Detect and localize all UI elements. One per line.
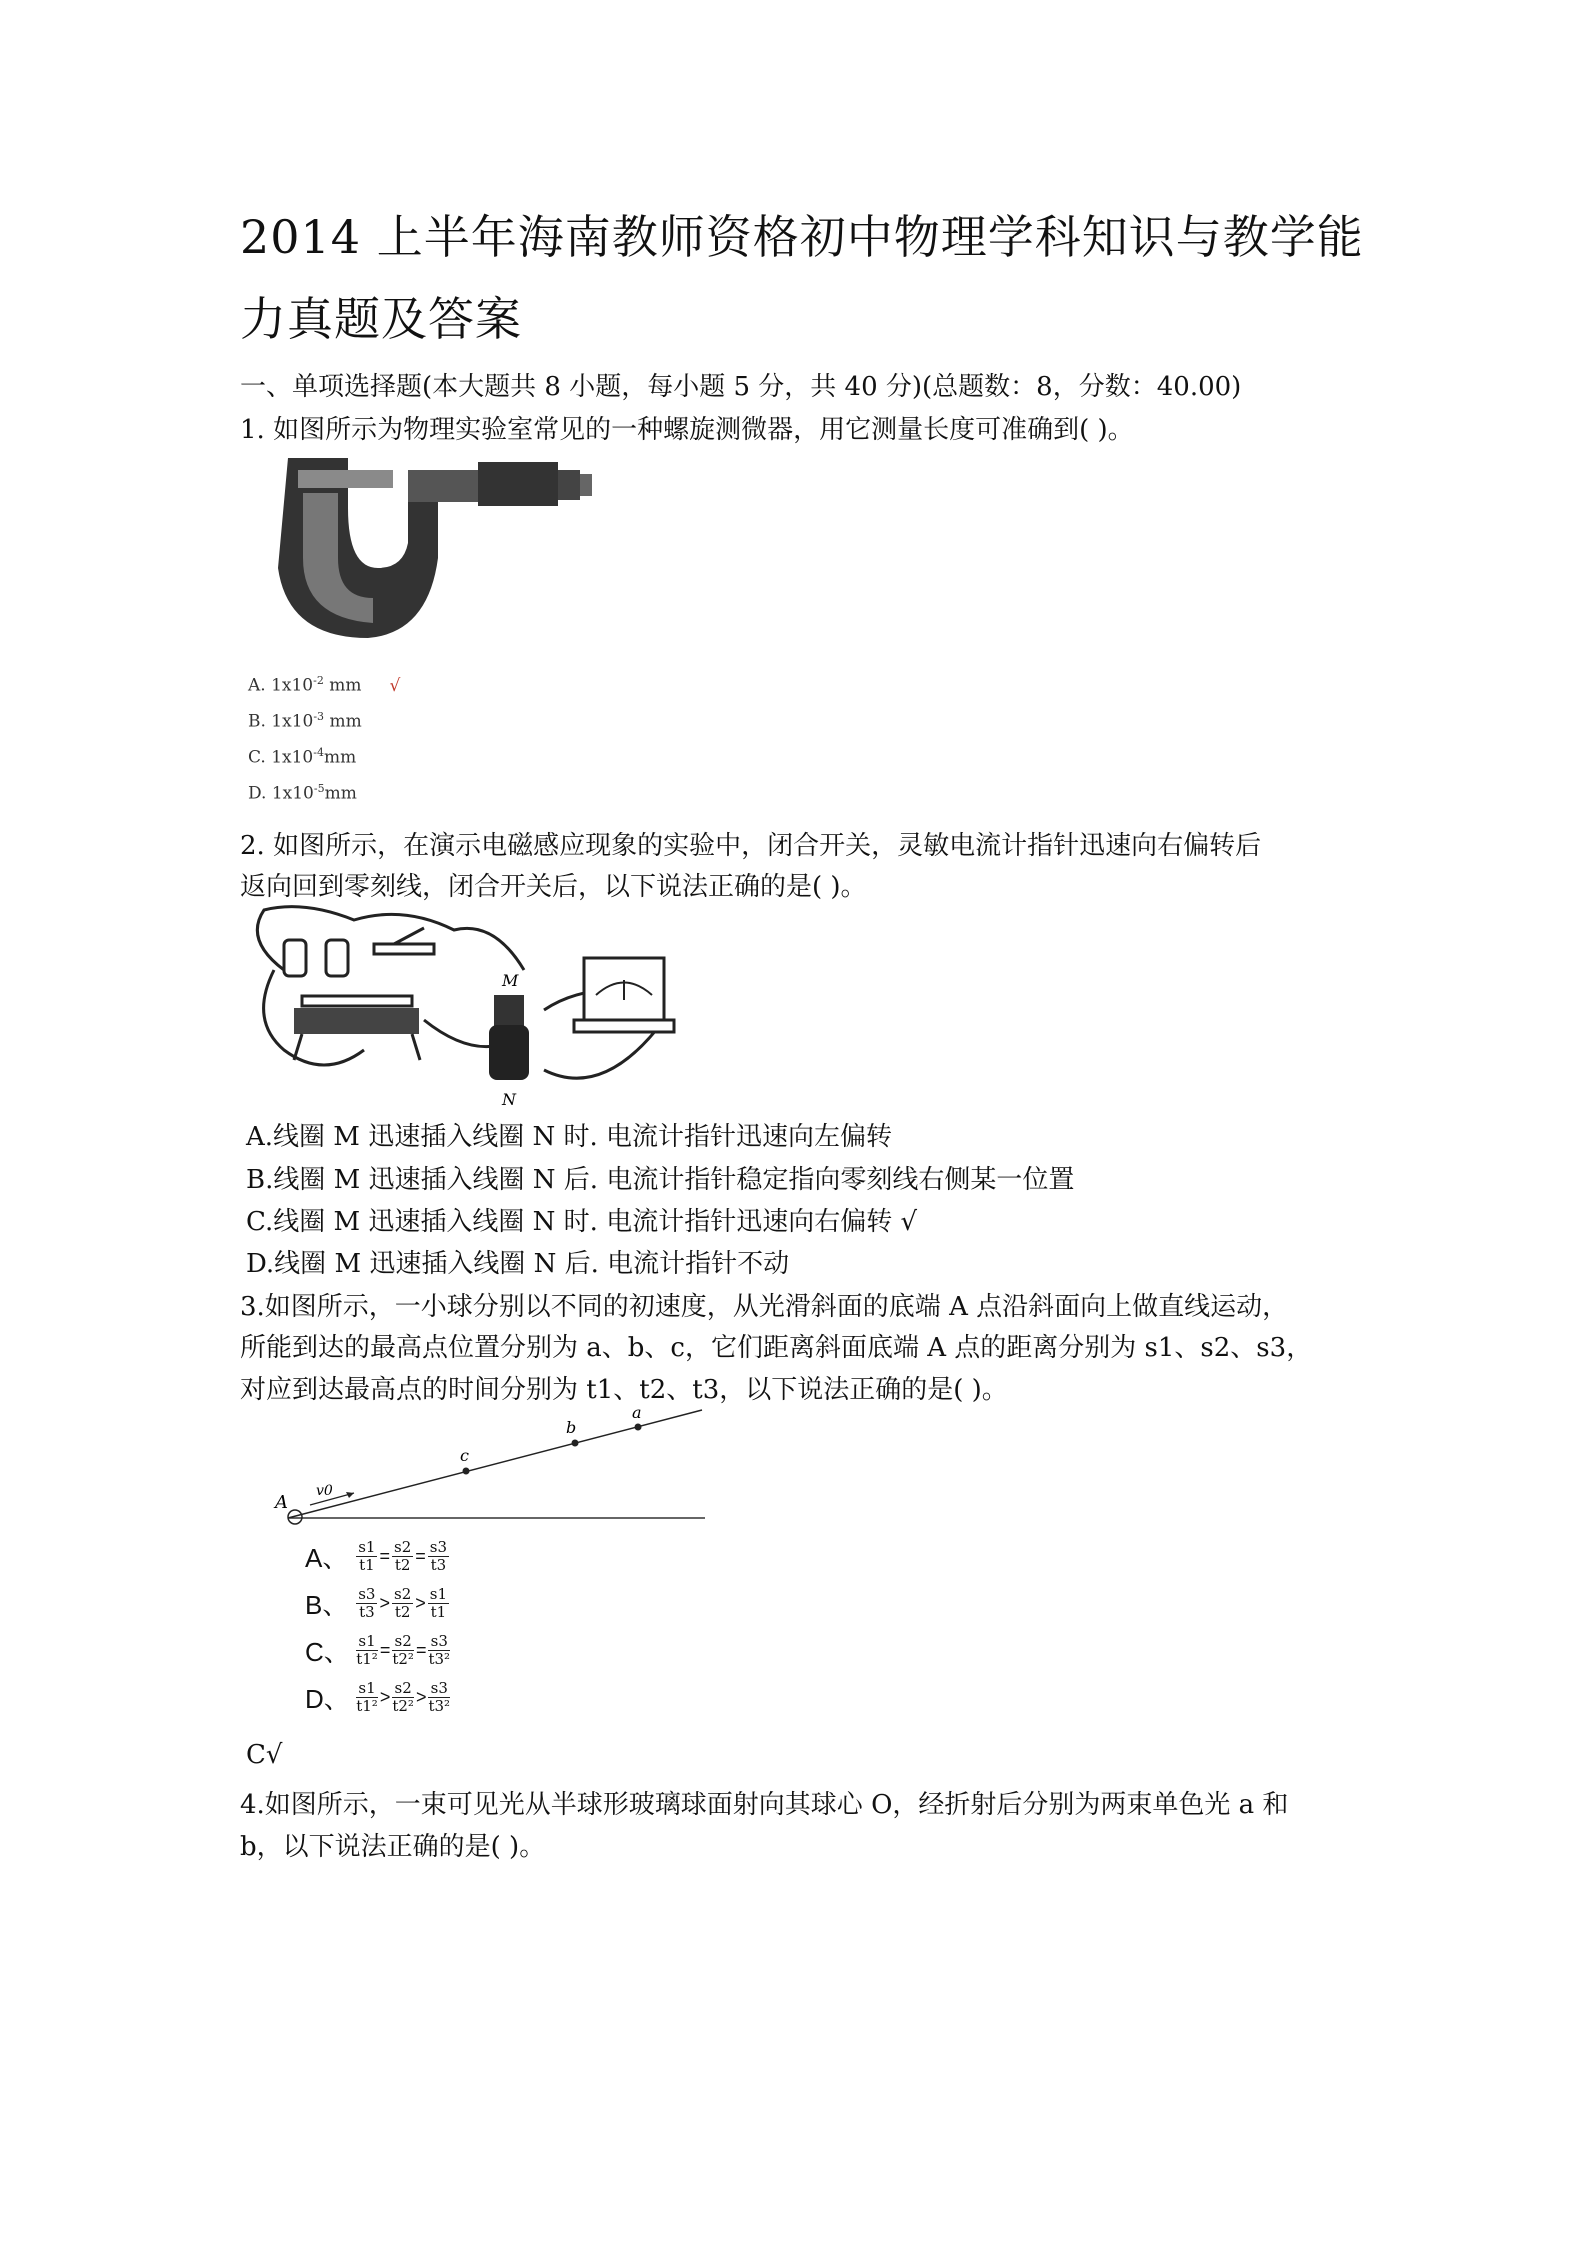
q3-option-b: B、 $\frac{s3}{t3}$ > $\frac{s2}{t2}$ > $\frac{s1}{t1}$ (305, 1585, 448, 1621)
point-c-label: c (460, 1446, 469, 1465)
question-4-stem-line-2: b，以下说法正确的是( )。 (240, 1832, 546, 1862)
point-A-label: A (275, 1492, 288, 1513)
electromagnetic-induction-figure (244, 900, 684, 1110)
question-3-stem-line-3: 对应到达最高点的时间分别为 t1、t2、t3，以下说法正确的是( )。 (240, 1375, 1008, 1405)
q2-option-d: D.线圈 M 迅速插入线圈 N 后. 电流计指针不动 (246, 1249, 790, 1279)
q2-option-b: B.线圈 M 迅速插入线圈 N 后. 电流计指针稳定指向零刻线右侧某一位置 (246, 1165, 1075, 1195)
micrometer-figure (268, 448, 628, 648)
question-3-stem-line-1: 3.如图所示，一小球分别以不同的初速度，从光滑斜面的底端 A 点沿斜面向上做直线运动， (240, 1292, 1289, 1322)
section-heading: 一、单项选择题(本大题共 8 小题，每小题 5 分，共 40 分)(总题数：8，分数：40.00) (240, 372, 1242, 402)
page-title: 2014 上半年海南教师资格初中物理学科知识与教学能力真题及答案 (240, 210, 1364, 346)
velocity-label: v0 (316, 1483, 333, 1499)
question-1-stem: 1. 如图所示为物理实验室常见的一种螺旋测微器，用它测量长度可准确到( )。 (240, 415, 1134, 445)
q3-option-c: C、 $\frac{s1}{\text{t1²}}$ = $\frac{s2}{\text{t2²}}$ = $\frac{s3}{\text{t3²}}$ (305, 1632, 451, 1668)
q3-option-d: D、 $\frac{s1}{\text{t1²}}$ > $\frac{s2}{\text{t2²}}$ > $\frac{s3}{\text{t3²}}$ (305, 1679, 451, 1715)
coil-m-label: M (502, 971, 519, 990)
q1-option-d: D. $1x10^{-5}mm$ (248, 782, 357, 804)
question-3-stem-line-2: 所能到达的最高点位置分别为 a、b、c，它们距离斜面底端 A 点的距离分别为 s1、s2、s3， (240, 1333, 1313, 1363)
coil-n-label: N (502, 1090, 516, 1109)
q2-option-a: A.线圈 M 迅速插入线圈 N 时. 电流计指针迅速向左偏转 (246, 1122, 893, 1152)
q2-option-c: C.线圈 M 迅速插入线圈 N 时. 电流计指针迅速向右偏转 √ (246, 1207, 918, 1237)
point-b-label: b (566, 1418, 577, 1437)
question-2-stem-line-2: 返向回到零刻线，闭合开关后，以下说法正确的是( )。 (240, 872, 867, 902)
question-2-stem-line-1: 2. 如图所示，在演示电磁感应现象的实验中，闭合开关，灵敏电流计指针迅速向右偏转后 (240, 831, 1262, 861)
check-mark: √ (389, 675, 401, 696)
q3-answer: C√ (246, 1740, 283, 1770)
q3-option-a: A、 $\frac{s1}{t1}$ = $\frac{s2}{t2}$ = $\frac{s3}{t3}$ (305, 1538, 448, 1574)
incline-figure (270, 1400, 710, 1535)
question-4-stem-line-1: 4.如图所示，一束可见光从半球形玻璃球面射向其球心 O，经折射后分别为两束单色光 a 和 (240, 1790, 1289, 1820)
q1-option-c: C. $1x10^{-4}mm$ (248, 746, 357, 768)
point-a-label: a (632, 1403, 642, 1422)
q1-option-a: A. $1x10^{-2}$ mm √ (248, 674, 401, 696)
q1-option-b: B. $1x10^{-3}$ mm (248, 710, 362, 732)
